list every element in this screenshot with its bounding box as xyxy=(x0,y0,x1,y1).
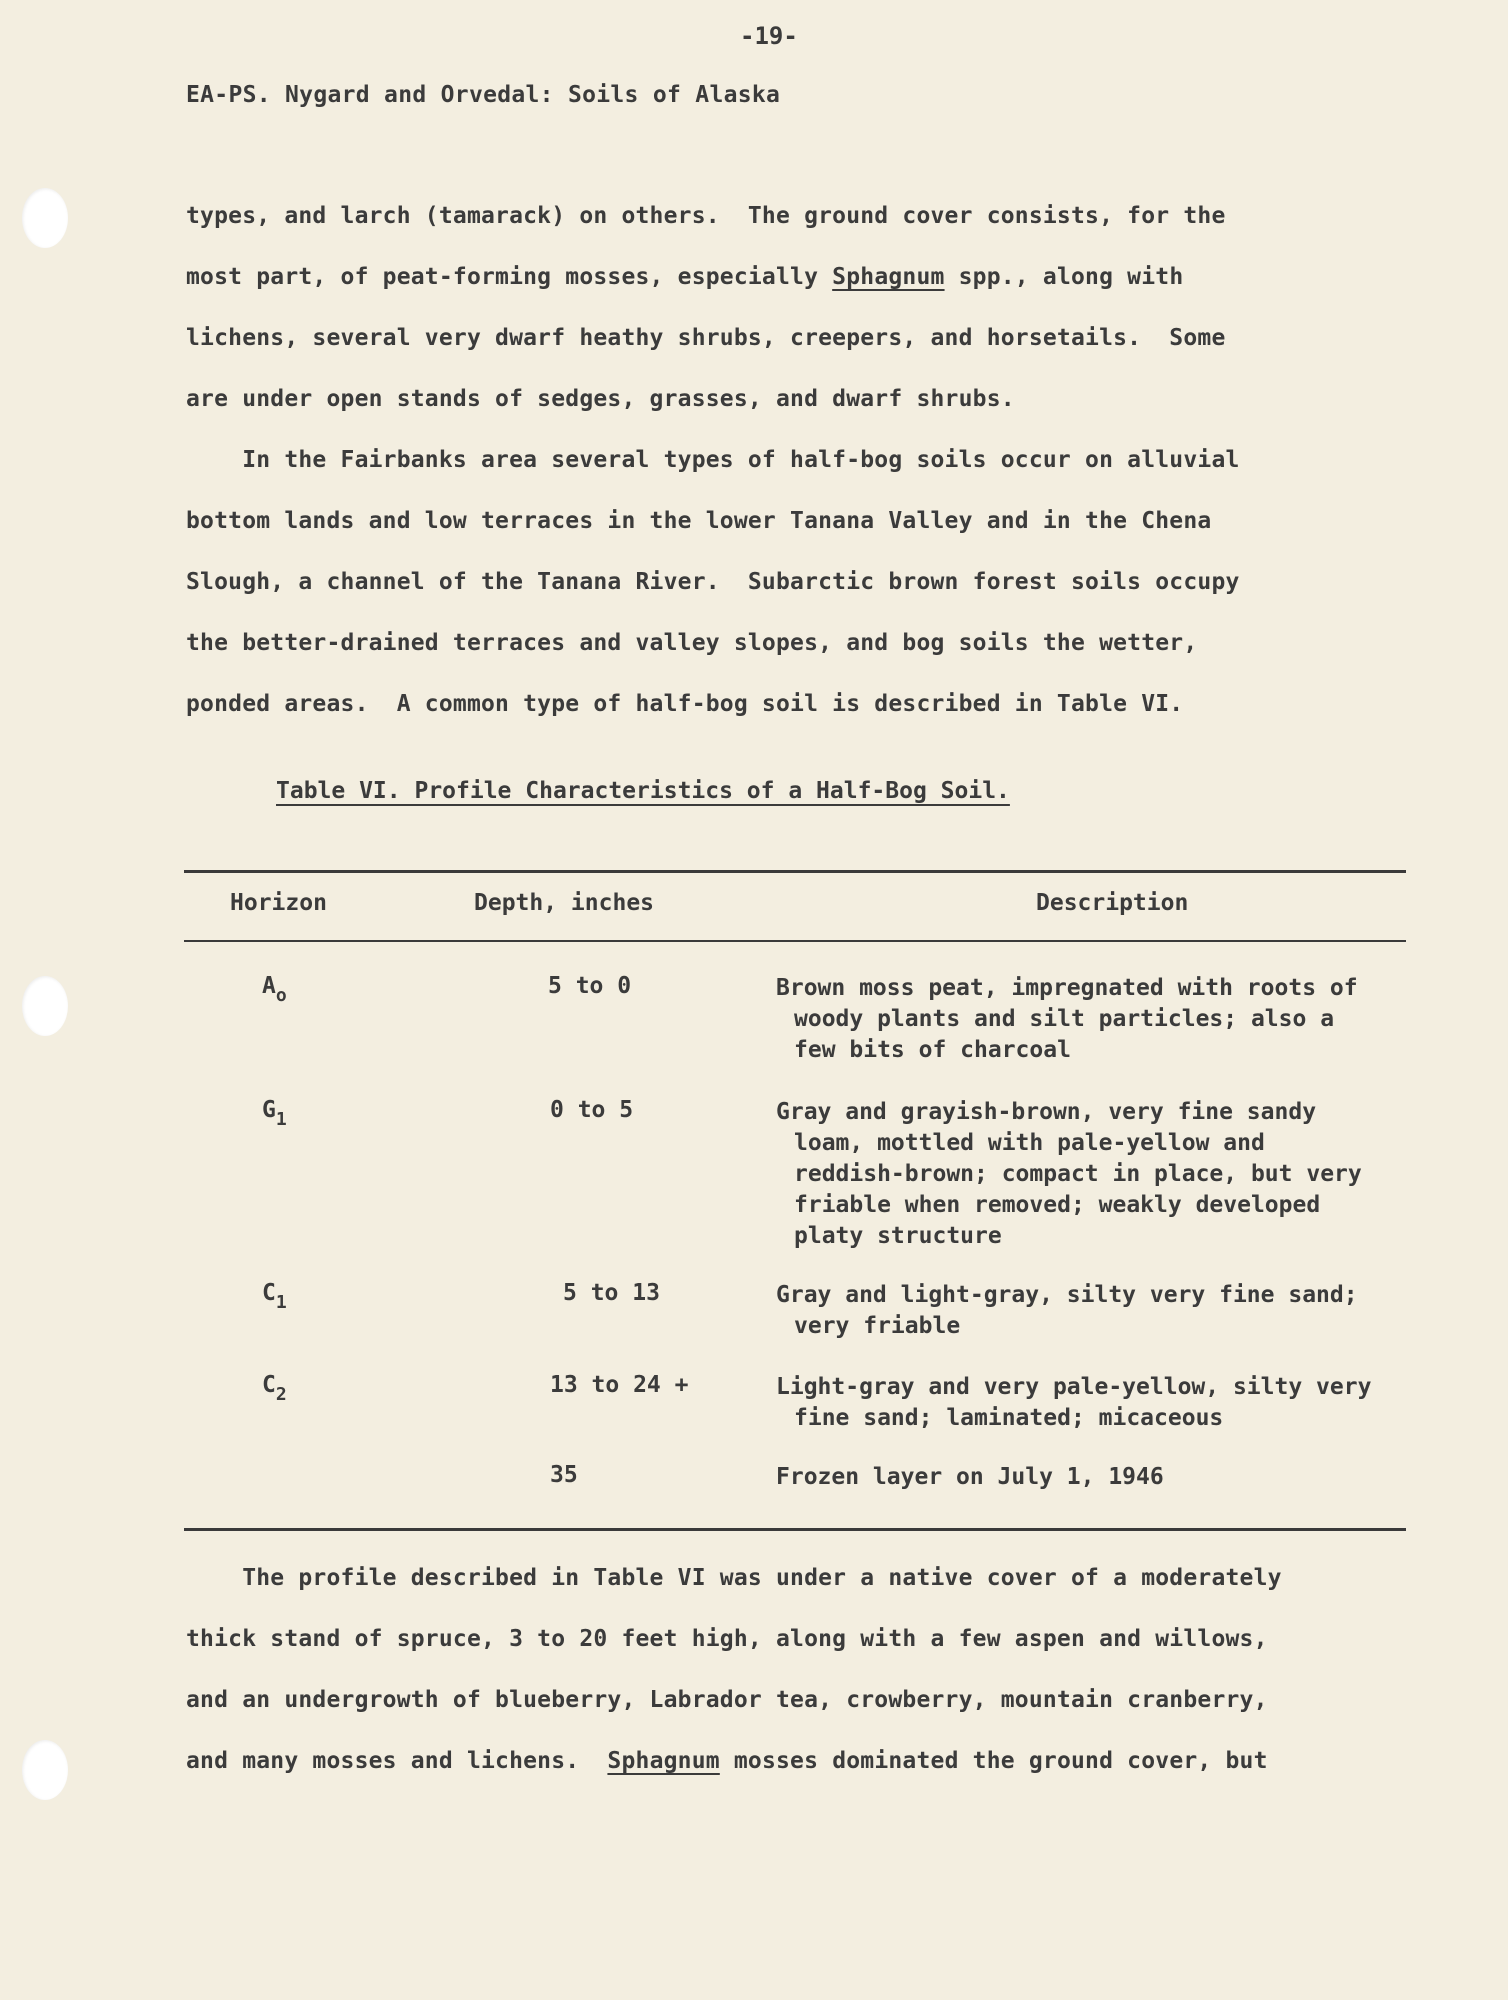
header-horizon: Horizon xyxy=(230,890,327,916)
italic-term: Sphagnum xyxy=(607,1748,720,1774)
punch-hole-top xyxy=(22,188,68,248)
text-line: are under open stands of sedges, grasses, and dwarf shrubs. xyxy=(186,386,1015,412)
horizon-cell: $C_1$ xyxy=(262,1280,287,1313)
text-line: thick stand of spruce, 3 to 20 feet high, along with a few aspen and willows, xyxy=(186,1626,1268,1652)
description-cell: Brown moss peat, impregnated with roots of woody plants and silt particles; also a few bits of charcoal xyxy=(776,975,1358,1063)
text-line: bottom lands and low terraces in the lower Tanana Valley and in the Chena xyxy=(186,508,1212,534)
punch-hole-bottom xyxy=(22,1740,68,1800)
header-description: Description xyxy=(1036,890,1189,916)
text-line: most part, of peat-forming mosses, especially Sphagnum spp., along with xyxy=(186,264,1184,290)
table-bottom-rule xyxy=(184,1528,1406,1531)
depth-cell: 13 to 24 + xyxy=(550,1372,689,1398)
description-cell: Light-gray and very pale-yellow, silty very fine sand; laminated; micaceous xyxy=(776,1374,1372,1431)
horizon-cell: $G_1$ xyxy=(262,1097,287,1130)
text-line: types, and larch (tamarack) on others. The ground cover consists, for the xyxy=(186,203,1226,229)
depth-cell: 35 xyxy=(550,1462,578,1488)
text-line: The profile described in Table VI was under a native cover of a moderately xyxy=(186,1565,1282,1591)
italic-term: Sphagnum xyxy=(832,264,945,290)
table-top-rule xyxy=(184,870,1406,873)
punch-hole-middle xyxy=(22,976,68,1036)
depth-cell: 5 to 13 xyxy=(563,1280,660,1306)
text-line: lichens, several very dwarf heathy shrubs, creepers, and horsetails. Some xyxy=(186,325,1226,351)
depth-cell: 0 to 5 xyxy=(550,1097,634,1123)
page-number: -19- xyxy=(740,22,798,50)
running-head: EA-PS. Nygard and Orvedal: Soils of Alaska xyxy=(186,82,781,108)
depth-cell: 5 to 0 xyxy=(548,973,632,999)
description-cell: Gray and light-gray, silty very fine sand; very friable xyxy=(776,1282,1358,1339)
text-line: the better-drained terraces and valley slopes, and bog soils the wetter, xyxy=(186,630,1198,656)
paragraph-3 xyxy=(186,1548,1282,1792)
paragraph-2 xyxy=(186,430,1240,735)
text-line: and many mosses and lichens. Sphagnum mosses dominated the ground cover, but xyxy=(186,1748,1268,1774)
description-cell: Gray and grayish-brown, very fine sandy loam, mottled with pale-yellow and reddish-brown; compact in place, but very friable when removed; weakly developed platy structure xyxy=(776,1099,1362,1249)
text-line: Slough, a channel of the Tanana River. Subarctic brown forest soils occupy xyxy=(186,569,1240,595)
horizon-cell: $A_o$ xyxy=(262,973,287,1006)
table-caption: Table VI. Profile Characteristics of a Half-Bog Soil. xyxy=(276,778,1010,804)
paragraph-1 xyxy=(186,186,1226,430)
header-depth: Depth, inches xyxy=(474,890,655,916)
text-line: and an undergrowth of blueberry, Labrador tea, crowberry, mountain cranberry, xyxy=(186,1687,1268,1713)
text-line: In the Fairbanks area several types of half-bog soils occur on alluvial xyxy=(186,447,1240,473)
description-cell: Frozen layer on July 1, 1946 xyxy=(776,1464,1164,1490)
text-line: ponded areas. A common type of half-bog soil is described in Table VI. xyxy=(186,691,1184,717)
horizon-cell: $C_2$ xyxy=(262,1372,287,1405)
header-rule xyxy=(184,940,1406,942)
